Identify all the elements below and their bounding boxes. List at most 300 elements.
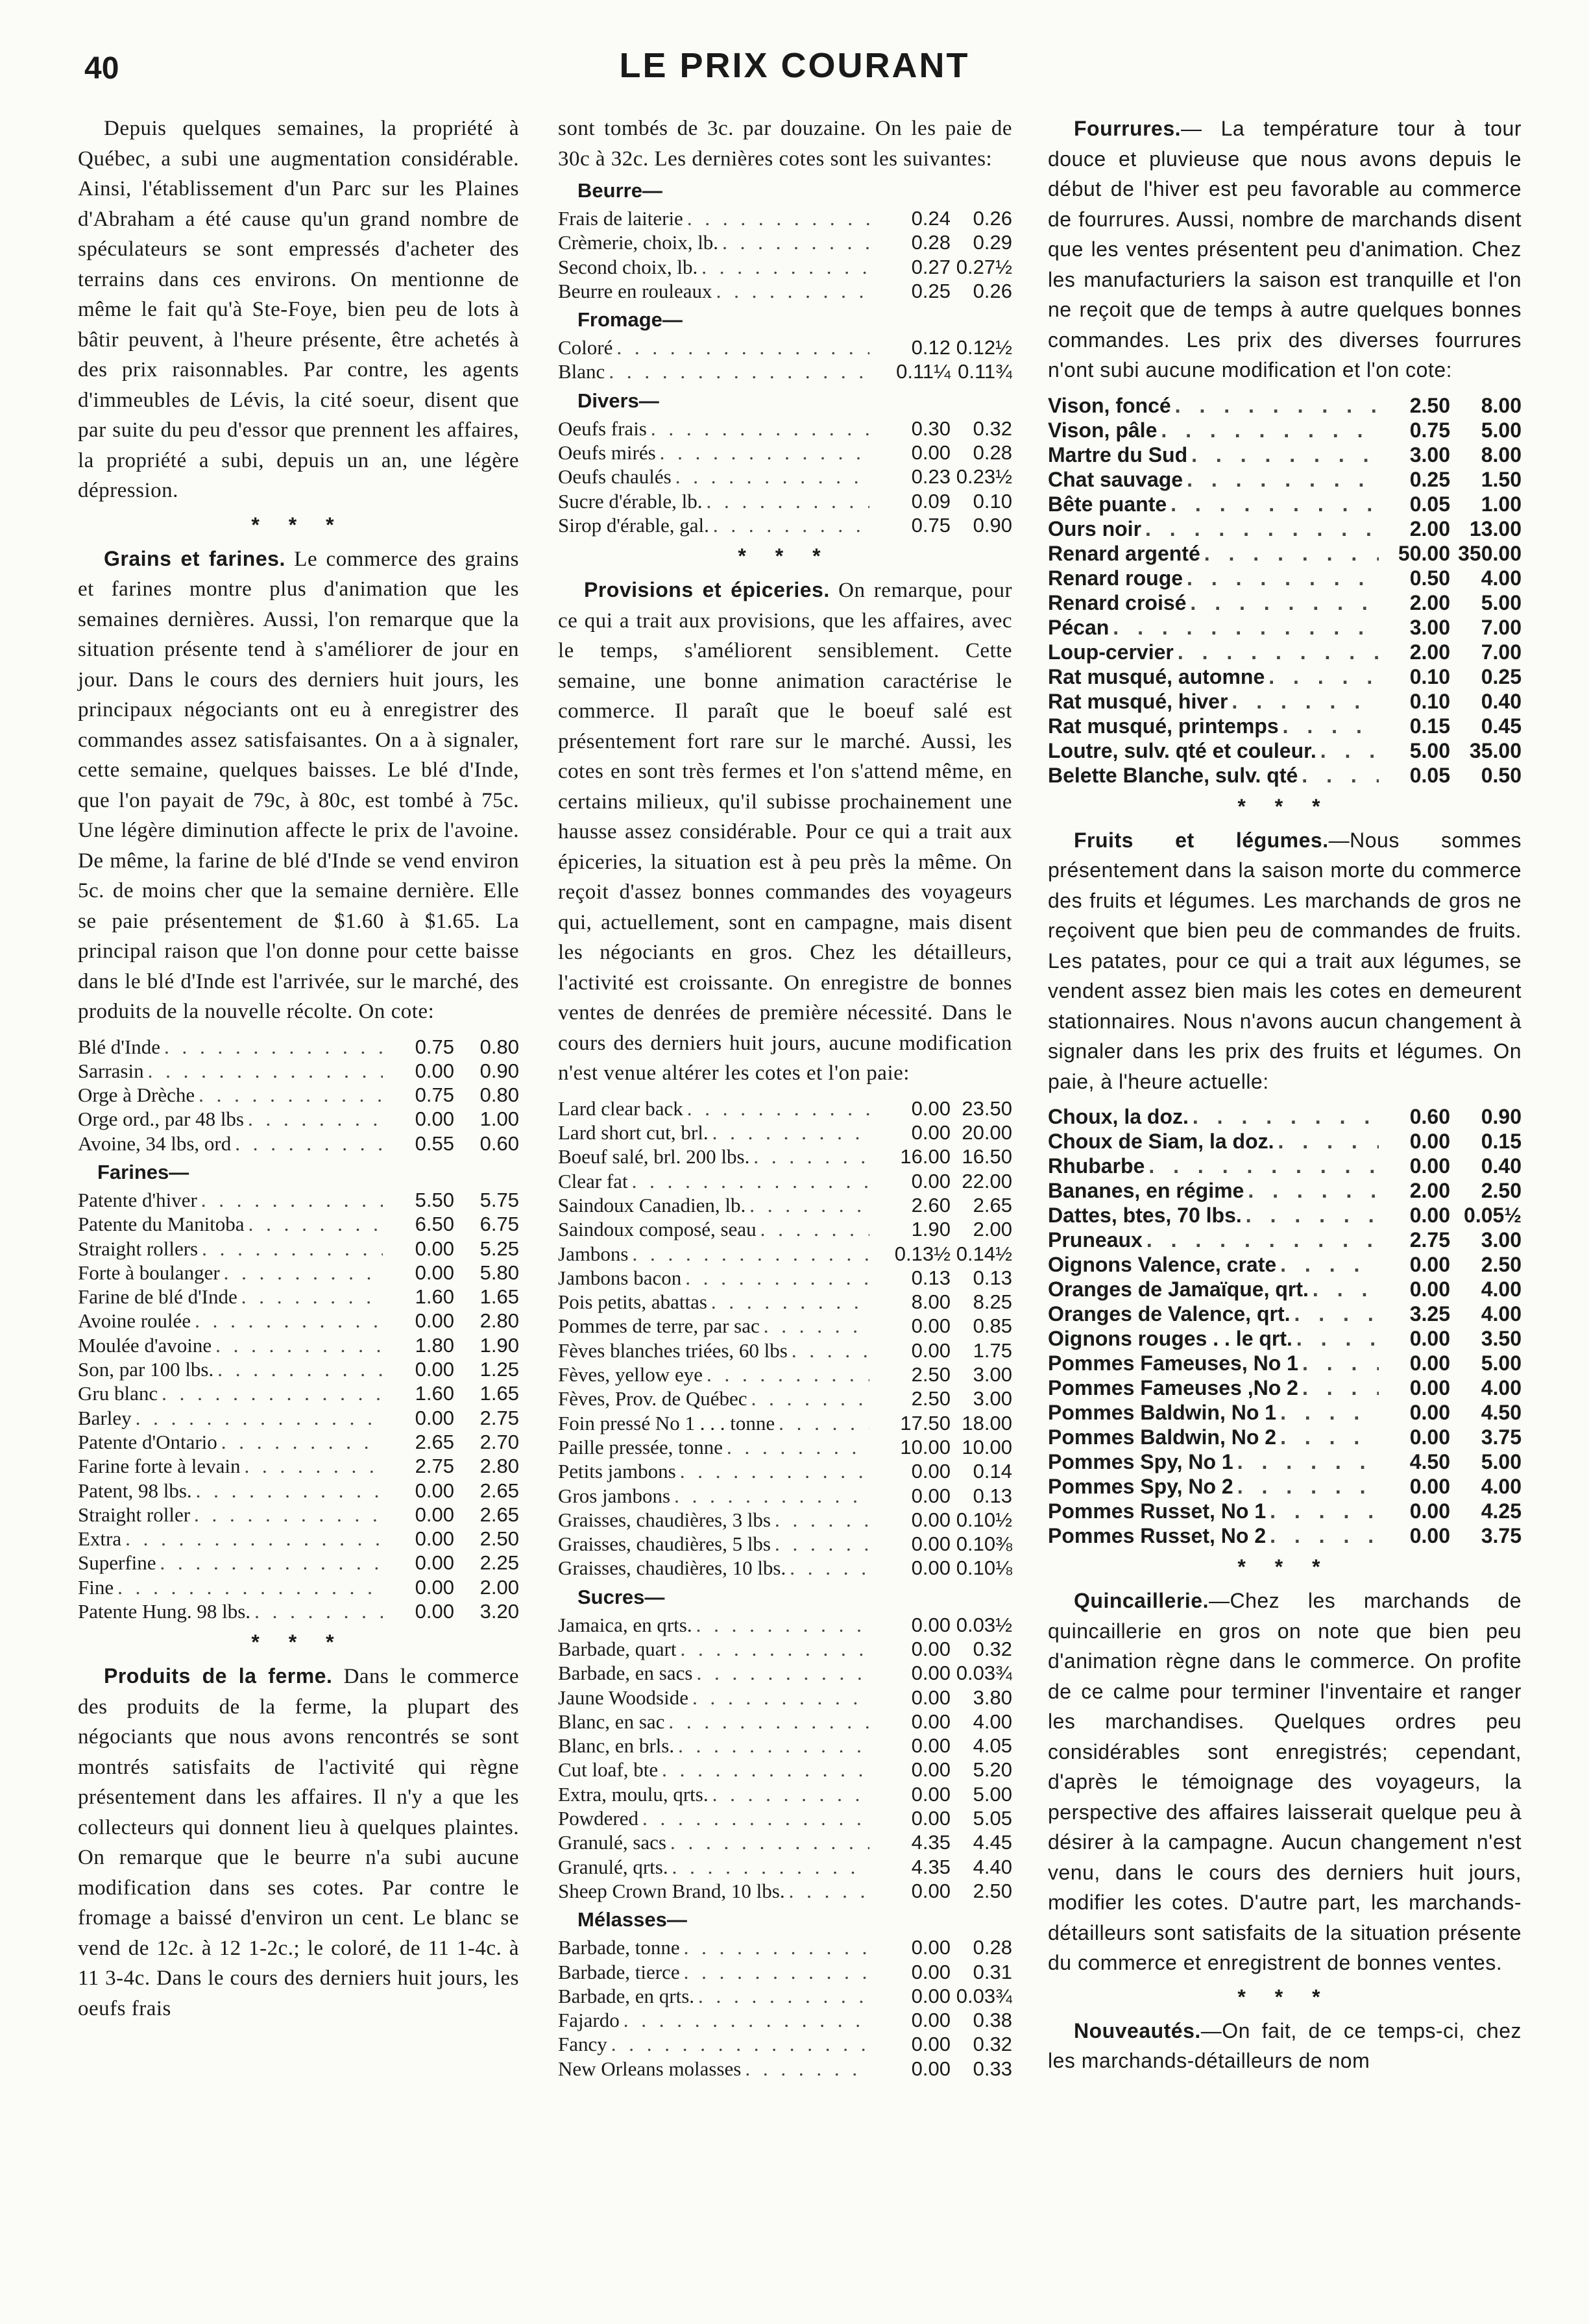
leader-dots — [723, 1435, 869, 1459]
price-row — [78, 1188, 519, 1212]
price-row — [558, 1556, 1012, 1580]
leader-dots — [1276, 1425, 1379, 1449]
leader-dots — [244, 1107, 383, 1131]
price-low: 0.05 — [1409, 763, 1450, 787]
leader-dots — [1189, 1104, 1379, 1129]
price-high: 0.90 — [1481, 1105, 1522, 1128]
price-row — [558, 335, 1012, 359]
price-high: 3.80 — [973, 1686, 1012, 1709]
price-low: 0.75 — [415, 1083, 454, 1107]
item-name: Boeuf salé, brl. 200 lbs. — [558, 1145, 750, 1168]
item-name: Jambons bacon — [558, 1266, 682, 1289]
leader-dots — [144, 1059, 383, 1083]
item-name: Pois petits, abattas — [558, 1290, 707, 1314]
price-high: 0.40 — [1481, 689, 1522, 713]
price-high: 4.05 — [973, 1734, 1012, 1758]
price-low: 0.00 — [911, 1686, 951, 1709]
price-low: 8.00 — [911, 1290, 951, 1314]
price-low: 0.27 — [911, 255, 951, 278]
leader-dots — [1174, 640, 1379, 664]
price-row — [78, 1551, 519, 1575]
item-name: Pommes de terre, par sac — [558, 1314, 760, 1338]
price-low: 0.00 — [911, 2033, 951, 2056]
price-row — [558, 1734, 1012, 1758]
price-high: 4.00 — [1481, 1376, 1522, 1399]
price-low: 0.00 — [415, 1600, 454, 1623]
leader-dots — [1274, 1129, 1379, 1154]
price-low: 0.00 — [911, 1613, 951, 1636]
price-high: 4.40 — [973, 1855, 1012, 1878]
price-high: 23.50 — [962, 1096, 1012, 1120]
price-low: 0.60 — [1409, 1105, 1450, 1128]
leader-dots — [1228, 689, 1379, 714]
price-row — [1048, 738, 1522, 763]
item-name: Jambons — [558, 1242, 629, 1265]
item-name: Oignons rouges . . le qrt. — [1048, 1327, 1292, 1350]
price-high: 4.25 — [1481, 1499, 1522, 1523]
price-row — [1048, 418, 1522, 442]
leader-dots — [605, 359, 869, 383]
leader-dots — [190, 1503, 383, 1527]
price-row — [78, 1237, 519, 1261]
item-name: Blanc, en sac — [558, 1710, 665, 1733]
leader-dots — [1242, 1203, 1379, 1228]
price-high: 10.00 — [962, 1435, 1012, 1459]
price-row — [1048, 590, 1522, 615]
price-row — [558, 1193, 1012, 1217]
price-row — [1048, 1351, 1522, 1375]
leader-dots — [712, 279, 869, 303]
price-row — [78, 1454, 519, 1478]
leader-dots — [629, 1242, 870, 1266]
price-row — [558, 465, 1012, 489]
divers-heading: Divers— — [577, 389, 659, 412]
price-low: 2.65 — [415, 1430, 454, 1453]
price-row — [78, 1406, 519, 1430]
leader-dots — [741, 2057, 869, 2081]
price-low: 0.15 — [1409, 714, 1450, 738]
leader-dots — [191, 1309, 383, 1333]
price-high: 5.00 — [1481, 418, 1522, 442]
leader-dots — [681, 1266, 869, 1290]
leader-dots — [670, 1484, 869, 1508]
price-row — [558, 255, 1012, 279]
price-high: 2.65 — [479, 1503, 519, 1526]
price-high: 0.14 — [973, 1460, 1012, 1483]
item-name: Rat musqué, hiver — [1048, 689, 1228, 713]
item-name: Sucre d'érable, lb. — [558, 489, 703, 513]
price-high: 1.65 — [479, 1382, 519, 1405]
item-name: Saindoux Canadien, lb. — [558, 1193, 746, 1216]
price-high: 2.50 — [479, 1527, 519, 1551]
price-high: 0.11¾ — [958, 360, 1012, 383]
produits-heading: Produits de la ferme. — [104, 1664, 333, 1688]
price-high: 1.00 — [1481, 492, 1522, 516]
leader-dots — [628, 1169, 869, 1193]
item-name: Loutre, sulv. qté et couleur. — [1048, 738, 1316, 762]
item-name: Loup-cervier — [1048, 640, 1174, 664]
price-row — [558, 2057, 1012, 2081]
item-name: Fine — [78, 1575, 114, 1599]
price-high: 2.00 — [479, 1575, 519, 1599]
price-low: 0.28 — [911, 231, 951, 254]
price-row — [558, 417, 1012, 441]
price-high: 3.00 — [973, 1387, 1012, 1410]
leader-dots — [703, 1362, 869, 1386]
price-high: 3.75 — [1481, 1524, 1522, 1547]
leader-dots — [666, 1830, 869, 1854]
price-row — [558, 441, 1012, 465]
item-name: Extra, moulu, qrts. — [558, 1782, 709, 1806]
leader-dots — [237, 1285, 383, 1309]
item-name: Avoine, 34 lbs, ord — [78, 1132, 232, 1155]
price-low: 2.50 — [1409, 393, 1450, 417]
price-high: 0.90 — [479, 1059, 519, 1082]
page-number: 40 — [84, 51, 119, 86]
price-row — [1048, 1449, 1522, 1474]
price-row — [1048, 1252, 1522, 1277]
item-name: Vison, pâle — [1048, 418, 1158, 442]
price-low: 5.00 — [1409, 738, 1450, 762]
item-name: Fèves, yellow eye — [558, 1363, 703, 1386]
journal-title: LE PRIX COURANT — [619, 46, 970, 85]
leader-dots — [658, 1758, 869, 1782]
price-high: 18.00 — [962, 1411, 1012, 1434]
price-row — [1048, 1228, 1522, 1252]
leader-dots — [1309, 1277, 1379, 1301]
item-name: Rat musqué, automne — [1048, 664, 1265, 688]
price-row — [558, 1459, 1012, 1483]
price-low: 0.00 — [911, 1734, 951, 1758]
price-high: 0.12½ — [956, 336, 1012, 359]
item-name: Pommes Baldwin, No 2 — [1048, 1425, 1277, 1449]
leader-dots — [707, 1290, 869, 1314]
price-high: 0.10⅜ — [956, 1532, 1012, 1556]
price-row — [1048, 1474, 1522, 1499]
price-low: 5.50 — [415, 1188, 454, 1211]
price-low: 0.00 — [1409, 1277, 1450, 1301]
leader-dots — [1298, 1351, 1379, 1375]
price-high: 8.25 — [973, 1290, 1012, 1314]
fourrures-paragraph — [1048, 114, 1522, 385]
leader-dots — [664, 1710, 869, 1734]
price-row — [1048, 689, 1522, 714]
price-high: 0.80 — [479, 1083, 519, 1107]
price-row — [558, 1314, 1012, 1338]
price-row — [78, 1059, 519, 1083]
price-low: 16.00 — [900, 1145, 951, 1168]
item-name: Bête puante — [1048, 492, 1167, 516]
price-high: 0.10⅛ — [956, 1556, 1012, 1580]
item-name: Straight rollers — [78, 1237, 199, 1260]
item-name: Chat sauvage — [1048, 467, 1183, 491]
price-high: 1.65 — [479, 1285, 519, 1309]
price-high: 20.00 — [962, 1121, 1012, 1144]
leader-dots — [156, 1551, 383, 1575]
price-low: 0.00 — [415, 1527, 454, 1551]
section-separator: * * * — [251, 1630, 346, 1654]
item-name: Cut loaf, bte — [558, 1758, 659, 1782]
item-name: Dattes, btes, 70 lbs. — [1048, 1204, 1242, 1227]
price-high: 0.13 — [973, 1266, 1012, 1289]
price-low: 0.00 — [911, 1484, 951, 1507]
price-row — [1048, 1425, 1522, 1449]
price-row — [558, 489, 1012, 513]
leader-dots — [1183, 566, 1379, 590]
leader-dots — [786, 1556, 869, 1580]
leader-dots — [217, 1430, 383, 1454]
price-row — [558, 1362, 1012, 1386]
nouveautes-text: —On fait, de ce temps-ci, chez les marchands-détailleurs de nom — [1048, 2018, 1522, 2072]
property-paragraph: Depuis quelques semaines, la propriété à Québec, a subi une augmentation considérable. Ainsi, l'établissement d'un Parc sur les Plaines d'Abraham a été cause qu'un grand nombre de spéculateurs se sont empressés d'acheter des terrains dans ces environs. On mentionne de même le fait qu'à Ste-Foye, bien peu de lots à bâtir peuvent, à l'heure présente, être achetés à des prix raisonnables. Par contre, les agents d'immeubles de Lévis, la cité soeur, disent que par suite du peu d'essor que prennent les affaires, la propriété a subi, depuis un an, une légère dépression. — [78, 117, 519, 502]
section-separator: * * * — [738, 544, 832, 568]
price-high: 7.00 — [1481, 615, 1522, 639]
price-low: 2.50 — [911, 1387, 951, 1410]
price-row — [1048, 1277, 1522, 1301]
price-low: 0.00 — [415, 1551, 454, 1575]
leader-dots — [709, 1782, 869, 1806]
price-low: 0.00 — [911, 2009, 951, 2032]
price-low: 0.00 — [415, 1503, 454, 1526]
leader-dots — [683, 1096, 869, 1120]
price-low: 0.10 — [1409, 689, 1450, 713]
price-high: 2.00 — [973, 1218, 1012, 1241]
fourrures-price-list — [1048, 393, 1522, 788]
price-high: 0.10½ — [956, 1508, 1012, 1531]
item-name: Graisses, chaudières, 3 lbs — [558, 1508, 771, 1531]
price-high: 1.90 — [479, 1333, 519, 1357]
price-low: 2.00 — [1409, 516, 1450, 540]
price-row — [558, 1686, 1012, 1710]
price-low: 0.00 — [911, 1556, 951, 1580]
section-separator: * * * — [1237, 794, 1332, 818]
price-low: 0.00 — [1409, 1425, 1450, 1449]
leader-dots — [1279, 714, 1379, 738]
price-high: 2.50 — [1481, 1179, 1522, 1202]
price-high: 1.75 — [973, 1338, 1012, 1362]
leader-dots — [703, 489, 870, 513]
price-row — [78, 1107, 519, 1131]
price-row — [558, 1266, 1012, 1290]
price-low: 2.75 — [415, 1455, 454, 1478]
price-high: 0.26 — [973, 207, 1012, 230]
price-low: 0.12 — [911, 336, 951, 359]
item-name: Pommes Spy, No 2 — [1048, 1475, 1233, 1498]
price-high: 0.32 — [973, 1638, 1012, 1660]
item-name: Granulé, sacs — [558, 1831, 666, 1854]
item-name: Straight roller — [78, 1503, 191, 1526]
divers-price-list — [558, 417, 1012, 537]
item-name: Coloré — [558, 336, 613, 359]
item-name: Pruneaux — [1048, 1228, 1143, 1252]
price-row — [558, 1984, 1012, 2008]
page-header — [0, 39, 1589, 91]
price-row — [1048, 1375, 1522, 1400]
item-name: Farine forte à levain — [78, 1455, 241, 1478]
leader-dots — [1187, 442, 1379, 467]
price-row — [1048, 467, 1522, 492]
item-name: Rat musqué, printemps — [1048, 714, 1279, 738]
grains-paragraph — [78, 544, 519, 1027]
price-high: 0.10 — [973, 489, 1012, 513]
price-row — [78, 1333, 519, 1357]
price-low: 0.25 — [911, 279, 951, 302]
price-low: 0.10 — [1409, 664, 1450, 688]
leader-dots — [749, 1144, 869, 1168]
price-low: 0.00 — [415, 1358, 454, 1381]
price-high: 16.50 — [962, 1145, 1012, 1168]
item-name: Lard clear back — [558, 1096, 683, 1120]
price-high: 2.50 — [973, 1879, 1012, 1902]
leader-dots — [192, 1479, 383, 1503]
price-row — [78, 1599, 519, 1623]
item-name: Pommes Fameuses ,No 2 — [1048, 1376, 1298, 1399]
price-low: 0.50 — [1409, 566, 1450, 590]
price-high: 0.29 — [973, 231, 1012, 254]
price-row — [558, 1782, 1012, 1806]
leader-dots — [757, 1217, 869, 1241]
price-low: 0.00 — [415, 1479, 454, 1502]
price-low: 3.25 — [1409, 1302, 1450, 1325]
item-name: Petits jambons — [558, 1460, 676, 1483]
price-row — [1048, 541, 1522, 566]
leader-dots — [1266, 1499, 1379, 1523]
price-low: 17.50 — [900, 1411, 951, 1434]
price-low: 4.35 — [911, 1855, 951, 1878]
price-low: 0.00 — [911, 441, 951, 465]
item-name: Ours noir — [1048, 516, 1142, 540]
price-low: 1.90 — [911, 1218, 951, 1241]
leader-dots — [1183, 467, 1379, 492]
item-name: Paille pressée, tonne — [558, 1435, 723, 1459]
item-name: Jaune Woodside — [558, 1686, 688, 1709]
section-separator: * * * — [1237, 1985, 1332, 2009]
price-low: 0.05 — [1409, 492, 1450, 516]
price-low: 1.60 — [415, 1285, 454, 1309]
provisions-paragraph — [558, 575, 1012, 1089]
price-row — [558, 1758, 1012, 1782]
price-row — [1048, 442, 1522, 467]
quincaillerie-text: —Chez les marchands de quincaillerie en gros on note que bien peu d'animation règne dans le commerce. On profite de ce calme pour terminer l'inventaire et ranger les marchandises. Quelques ordres peu considérables sont enregistrés; cependant, d'après le témoignage des voyageurs, la perspective des affaires laisserait quelque peu à désirer à la campagne. Aucun changement n'est venu, dans le cours des derniers huit jours, modifier les cotes. D'autre part, les marchands-détailleurs sont satisfaits de la situation présente du commerce et enregistrent de bonnes ventes. — [1048, 1589, 1522, 1974]
leader-dots — [1266, 1523, 1379, 1548]
price-high: 0.15 — [1481, 1130, 1522, 1153]
leader-dots — [674, 1734, 869, 1758]
price-low: 0.09 — [911, 489, 951, 513]
item-name: Sheep Crown Brand, 10 lbs. — [558, 1879, 785, 1902]
price-low: 2.00 — [1409, 1179, 1450, 1202]
price-row — [558, 1508, 1012, 1532]
price-high: 0.32 — [973, 2033, 1012, 2056]
item-name: Beurre en rouleaux — [558, 279, 712, 302]
item-name: Frais de laiterie — [558, 207, 683, 230]
price-low: 0.00 — [1409, 1204, 1450, 1227]
price-high: 13.00 — [1469, 516, 1522, 540]
price-high: 4.45 — [973, 1831, 1012, 1854]
price-row — [558, 1806, 1012, 1830]
leader-dots — [1171, 393, 1379, 418]
leader-dots — [656, 441, 869, 465]
price-row — [558, 1217, 1012, 1241]
price-row — [558, 359, 1012, 383]
price-low: 0.00 — [1409, 1130, 1450, 1153]
price-row — [558, 513, 1012, 537]
price-row — [1048, 1104, 1522, 1129]
item-name: Patente Hung. 98 lbs. — [78, 1600, 251, 1623]
price-low: 1.80 — [415, 1333, 454, 1357]
leader-dots — [245, 1212, 383, 1236]
provisions-text: On remarque, pour ce qui a trait aux provisions, que les affaires, avec le temps, s'améliorent sensiblement. Cette semaine, une bonne animation caractérise le commerce. Il paraît que le boeuf salé est présentement fort rare sur le marché. Aussi, les cotes en sont très fermes et l'on s'attend même, en certains milieux, qu'il subisse prochainement une hausse assez considérable. Pour ce qui a trait aux épiceries, la situation est à peu près la même. On reçoit d'assez bonnes commandes des voyageurs qui, actuellement, sont en campagne, mais disent les négociants en gros. Chez les détailleurs, l'activité est croissante. On enregistre de bonnes ventes de denrées de première nécessité. Dans le cours des derniers huit jours, aucune modification n'est venue altérer les cotes et l'on paie: — [558, 579, 1012, 1085]
leader-dots — [1157, 418, 1379, 442]
price-row — [78, 1132, 519, 1156]
price-low: 0.00 — [911, 1532, 951, 1556]
leader-dots — [121, 1527, 383, 1551]
price-low: 0.00 — [1409, 1253, 1450, 1276]
price-high: 3.00 — [1481, 1228, 1522, 1252]
leader-dots — [240, 1454, 383, 1478]
price-low: 0.00 — [911, 1338, 951, 1362]
price-row — [1048, 393, 1522, 418]
price-high: 2.50 — [1481, 1253, 1522, 1276]
item-name: Barley — [78, 1406, 132, 1429]
fromage-heading: Fromage— — [577, 308, 683, 332]
item-name: Clear fat — [558, 1169, 628, 1192]
leader-dots — [620, 2008, 869, 2032]
grains-heading: Grains et farines. — [104, 546, 285, 570]
price-row — [78, 1503, 519, 1527]
price-high: 350.00 — [1458, 541, 1522, 565]
price-high: 2.65 — [479, 1479, 519, 1502]
produits-text: Dans le commerce des produits de la ferme, la plupart des négociants que nous avons rencontrés se sont montrés satisfaits de l'activité qui règne présentement dans les affaires. Il n'y a que les collecteurs qui donnent lieu à quelques plaintes. On remarque que le beurre n'a subi aucune modification dans ses cotes. Par contre le fromage a baissé d'environ un cent. Le blanc se vend de 12c. à 12 1-2c.; le coloré, de 11 1-4c. à 11 3-4c. Dans le cours des derniers huit jours, les oeufs frais — [78, 1665, 519, 2020]
leader-dots — [718, 230, 869, 254]
beurre-heading: Beurre— — [577, 179, 662, 202]
price-high: 5.80 — [479, 1261, 519, 1284]
leader-dots — [1167, 492, 1379, 516]
leader-dots — [680, 1960, 869, 1984]
price-row — [558, 1661, 1012, 1685]
leader-dots — [195, 1083, 383, 1107]
price-low: 0.11¼ — [896, 360, 951, 383]
price-high: 5.00 — [973, 1782, 1012, 1806]
price-row — [1048, 1129, 1522, 1154]
leader-dots — [688, 1686, 869, 1710]
price-row — [78, 1381, 519, 1405]
leader-dots — [158, 1381, 383, 1405]
sucres-price-list — [558, 1613, 1012, 1904]
price-row — [558, 1637, 1012, 1661]
price-row — [1048, 664, 1522, 689]
item-name: Oeufs mirés — [558, 441, 656, 465]
price-low: 0.30 — [911, 417, 951, 440]
oeufs-paragraph: sont tombés de 3c. par douzaine. On les paie de 30c à 32c. Les dernières cotes sont les suivantes: — [558, 117, 1012, 171]
item-name: Fèves blanches triées, 60 lbs — [558, 1338, 788, 1362]
item-name: Renard rouge — [1048, 566, 1183, 590]
leader-dots — [709, 1120, 869, 1144]
item-name: Gru blanc — [78, 1382, 158, 1405]
price-row — [78, 1083, 519, 1107]
item-name: Renard croisé — [1048, 590, 1187, 614]
price-row — [78, 1212, 519, 1236]
price-high: 0.13 — [973, 1484, 1012, 1507]
price-low: 0.00 — [911, 1460, 951, 1483]
price-low: 0.00 — [1409, 1351, 1450, 1375]
price-high: 0.50 — [1481, 763, 1522, 787]
item-name: Patente d'hiver — [78, 1188, 197, 1211]
leader-dots — [785, 1879, 869, 1903]
price-low: 0.00 — [1409, 1401, 1450, 1424]
price-low: 2.75 — [1409, 1228, 1450, 1252]
leader-dots — [1143, 1228, 1379, 1252]
price-row — [1048, 640, 1522, 664]
